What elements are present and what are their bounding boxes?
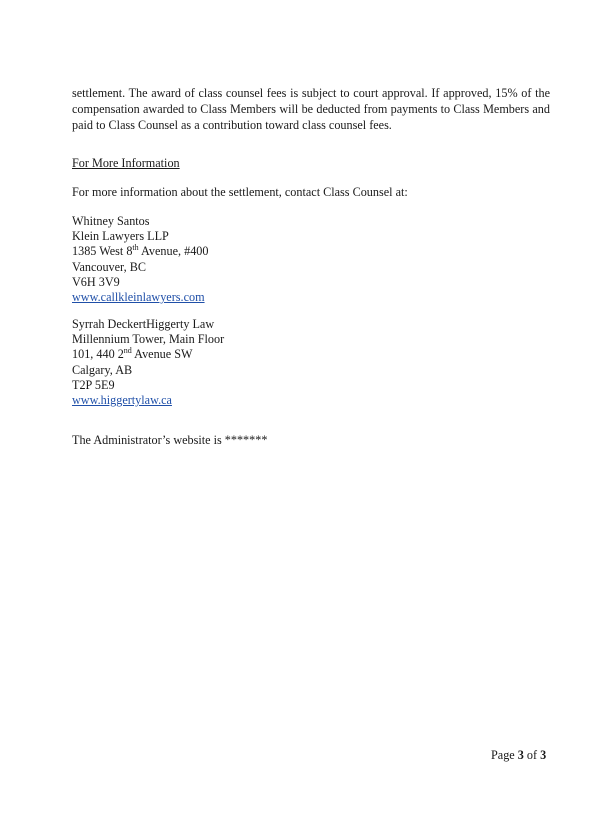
counsel-2-street [72,347,224,362]
counsel-1-firm: Klein Lawyers LLP [72,229,169,244]
counsel-2-postal-code: T2P 5E9 [72,377,115,392]
page-number-current: 3 [517,748,524,762]
administrator-website-text: The Administrator’s website is ******* [72,433,268,447]
settlement-fee-paragraph: settlement. The award of class counsel fees is subject to court approval. If approved, 15% of the compensation awarded to Class Members will be deducted from payments to Class Members and paid to Class Counsel as a contribution toward class counsel fees. [72,86,550,132]
counsel-2-website-link[interactable]: www.higgertylaw.ca [72,393,172,408]
counsel-1-name: Whitney Santos [72,214,150,228]
counsel-2-street-rest: Avenue SW [131,347,193,362]
page-number [491,748,546,763]
counsel-2-building: Millennium Tower, Main Floor [72,332,225,347]
counsel-2-name: Syrrah DeckertHiggerty Law [72,317,215,331]
page-number-middle: of [523,748,541,762]
counsel-1-street-suffix: th [132,243,139,253]
counsel-1-street-number: 1385 West 8 [72,244,133,259]
counsel-1-website-link[interactable]: www.callkleinlawyers.com [72,290,205,305]
page-number-prefix: Page [491,748,518,762]
counsel-2-street-suffix: nd [123,346,132,356]
counsel-2-street-number: 101, 440 2 [72,347,124,362]
counsel-1-street-rest: Avenue, #400 [138,244,209,259]
contact-intro-text: For more information about the settlement, contact Class Counsel at: [72,185,408,199]
page-number-total: 3 [540,748,547,762]
class-counsel-2-address [72,317,224,408]
counsel-1-postal-code: V6H 3V9 [72,274,120,289]
counsel-1-city: Vancouver, BC [72,259,146,274]
counsel-2-city: Calgary, AB [72,362,133,377]
counsel-1-street [72,244,209,259]
class-counsel-1-address [72,214,209,305]
more-information-heading: For More Information [72,156,180,170]
